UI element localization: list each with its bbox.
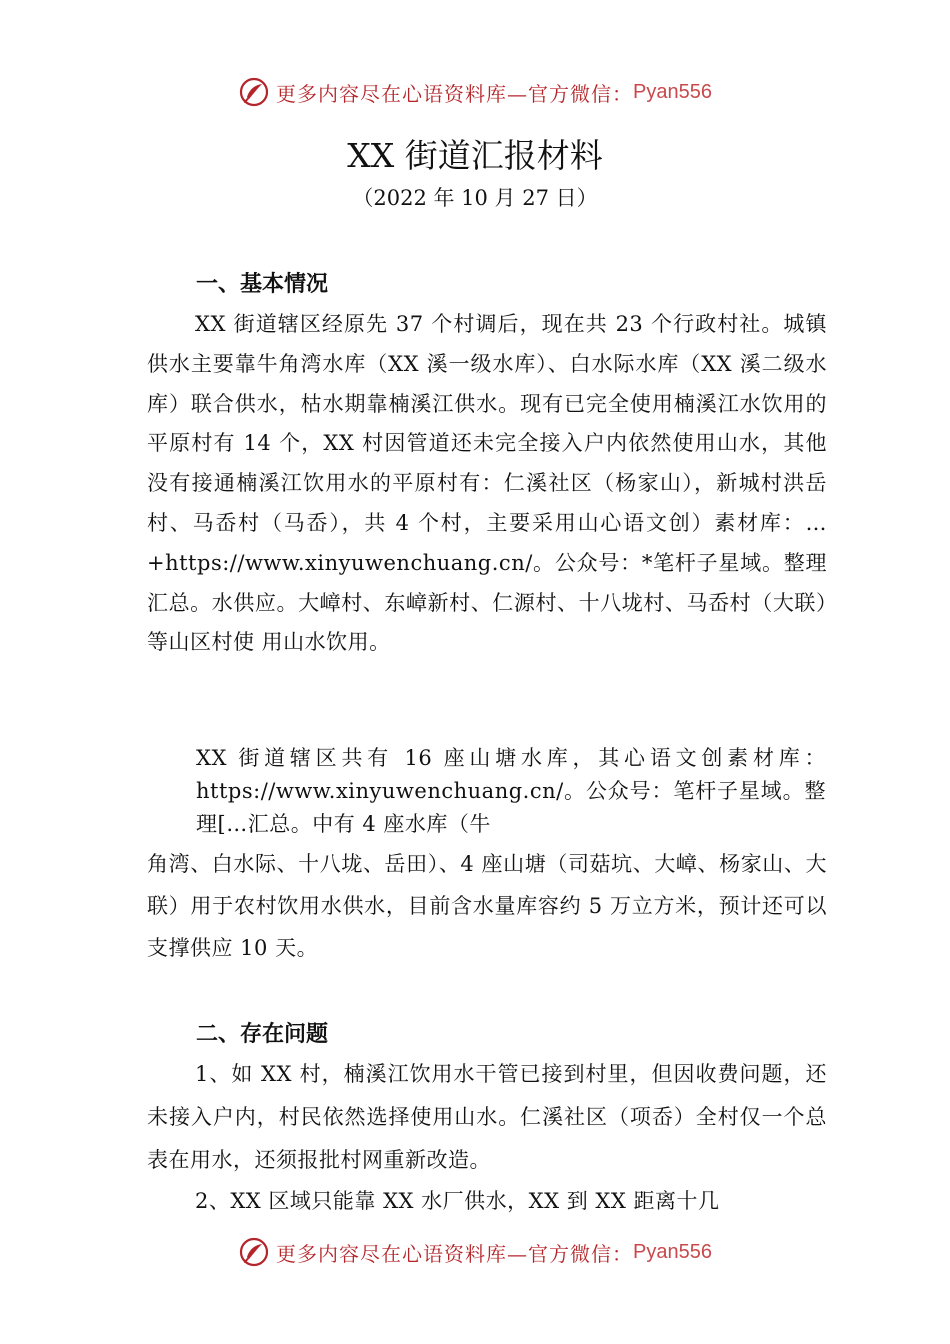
watermark-wechat: Pyan556	[633, 1240, 712, 1263]
paragraph-problems-1: 1、如 XX 村，楠溪江饮用水干管已接到村里，但因收费问题，还未接入户内，村民依然选择使用山水。仁溪社区（项岙）全村仅一个总表在用水，还须报批村网重新改造。	[147, 1062, 827, 1172]
paragraph-basic-1: XX 街道辖区经原先 37 个村调后，现在共 23 个行政村社。城镇供水主要靠牛角湾水库（XX 溪一级水库）、白水际水库（XX 溪二级水库）联合供水，枯水期靠楠溪江供水。现有已完全使用楠溪江水饮用的平原村有 14 个，XX 村因管道还未完全接入户内依然使用山水，其他没有接通楠溪江饮用水的平原村有：仁溪社区（杨家山），新城村洪岳村、马岙村（马岙），共 4 个村，主要采用山心语文创）素材库：…+https://www.xinyuwenchuang.cn/。公众号：*笔杆子星域。整理汇总。水供应。大嶂村、东嶂新村、仁源村、十八垅村、马岙村（大联）等山区村使 用山水饮用。	[147, 312, 827, 655]
document-date: （2022 年 10 月 27 日）	[352, 186, 598, 210]
logo-icon	[238, 1236, 270, 1268]
section-heading-problems: 二、存在问题	[196, 1022, 329, 1047]
logo-icon	[238, 76, 270, 108]
watermark-wechat: Pyan556	[633, 80, 712, 103]
section-heading-basic: 一、基本情况	[196, 272, 329, 297]
watermark-banner-bottom	[0, 1232, 950, 1272]
watermark-text: 更多内容尽在心语资料库—官方微信：	[276, 81, 634, 106]
watermark-text: 更多内容尽在心语资料库—官方微信：	[276, 1241, 634, 1266]
paragraph-problems-2: 2、XX 区域只能靠 XX 水厂供水，XX 到 XX 距离十几	[195, 1189, 720, 1213]
watermark-banner-top	[0, 72, 950, 112]
paragraph-basic-2a: XX 街道辖区共有 16 座山塘水库，其心语文创素材库：https://www.xinyuwenchuang.cn/。公众号：笔杆子星域。整理[…汇总。中有 4 座水库（牛	[196, 746, 826, 836]
document-title: XX 街道汇报材料	[347, 136, 603, 175]
paragraph-basic-2b: 角湾、白水际、十八垅、岳田）、4 座山塘（司菇坑、大嶂、杨家山、大联）用于农村饮用水供水，目前含水量库容约 5 万立方米，预计还可以支撑供应 10 天。	[147, 852, 827, 960]
